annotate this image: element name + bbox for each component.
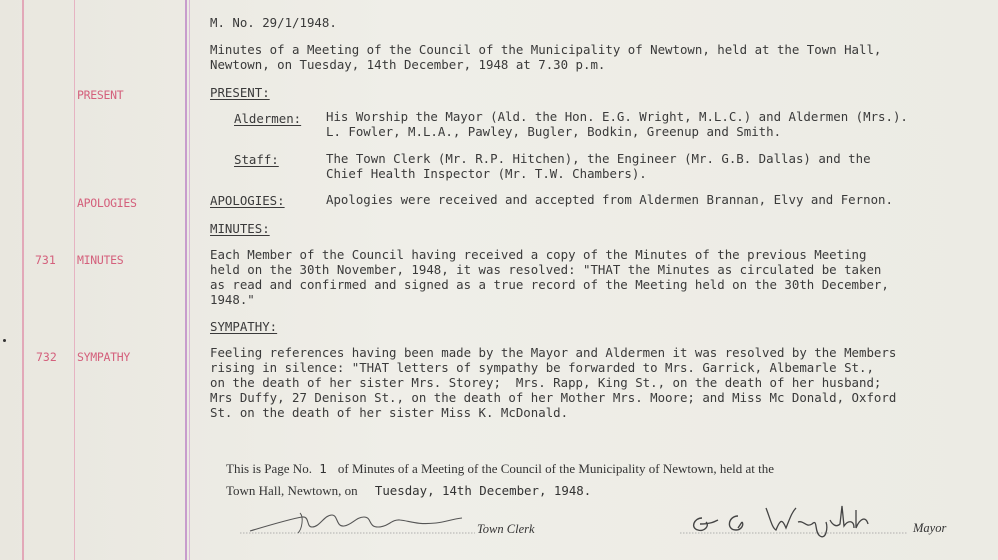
- apologies-heading: APOLOGIES:: [210, 193, 285, 208]
- minutes-heading: MINUTES:: [210, 221, 270, 236]
- sympathy-line-5: St. on the death of her sister Miss K. McDonald.: [210, 405, 569, 420]
- minute-number-732: 732: [36, 350, 57, 364]
- intro-line-2: Newtown, on Tuesday, 14th December, 1948 at 7.30 p.m.: [210, 57, 606, 72]
- staff-label: Staff:: [234, 152, 279, 167]
- sympathy-heading: SYMPATHY:: [210, 319, 278, 334]
- apologies-text: Apologies were received and accepted from Aldermen Brannan, Elvy and Fernon.: [326, 192, 893, 207]
- margin-rule-outer: [22, 0, 24, 560]
- staff-line-2: Chief Health Inspector (Mr. T.W. Chambers).: [326, 166, 647, 181]
- mayor-signature: [680, 498, 920, 550]
- footer-post-page: of Minutes of a Meeting of the Council of the Municipality of Newtown, held at the: [337, 461, 775, 476]
- footer-line-2: [226, 483, 591, 499]
- footer-pre-page: This is Page No.: [226, 461, 312, 476]
- sympathy-line-2: rising in silence: "THAT letters of sympathy be forwarded to Mrs. Garrick, Albemarle St.,: [210, 360, 874, 375]
- minutes-line-4: 1948.": [210, 292, 255, 307]
- punch-mark: [3, 339, 6, 342]
- minutes-line-1: Each Member of the Council having received a copy of the Minutes of the previous Meeting: [210, 247, 867, 262]
- present-heading: PRESENT:: [210, 85, 270, 100]
- minute-reference: M. No. 29/1/1948.: [210, 15, 337, 30]
- staff-line-1: The Town Clerk (Mr. R.P. Hitchen), the Engineer (Mr. G.B. Dallas) and the: [326, 151, 871, 166]
- footer-date: Tuesday, 14th December, 1948.: [374, 483, 592, 498]
- footer-line-1: [226, 461, 774, 477]
- margin-rule-number: [74, 0, 75, 560]
- sympathy-line-1: Feeling references having been made by the Mayor and Aldermen it was resolved by the Members: [210, 345, 897, 360]
- town-clerk-label: Town Clerk: [477, 522, 535, 536]
- sympathy-line-4: Mrs Duffy, 27 Denison St., on the death of her Mother Mrs. Moore; and Miss Mc Donald, Oxford: [210, 390, 897, 405]
- minutes-line-2: held on the 30th November, 1948, it was resolved: "THAT the Minutes as circulated be taken: [210, 262, 882, 277]
- margin-rule-main: [185, 0, 187, 560]
- sympathy-line-3: on the death of her sister Mrs. Storey; Mrs. Rapp, King St., on the death of her husband;: [210, 375, 882, 390]
- intro-line-1: Minutes of a Meeting of the Council of the Municipality of Newtown, held at the Town Hall,: [210, 42, 882, 57]
- footer-line2-pre: Town Hall, Newtown, on: [226, 483, 358, 498]
- aldermen-line-2: L. Fowler, M.L.A., Pawley, Bugler, Bodkin, Greenup and Smith.: [326, 124, 782, 139]
- minutes-line-3: as read and confirmed and signed as a true record of the Meeting held on the 30th December,: [210, 277, 889, 292]
- mayor-label: Mayor: [913, 521, 947, 535]
- town-clerk-signature: [240, 505, 490, 545]
- margin-rule-main-inner: [189, 0, 190, 560]
- aldermen-line-1: His Worship the Mayor (Ald. the Hon. E.G. Wright, M.L.C.) and Aldermen (Mrs.).: [326, 109, 908, 124]
- margin-apologies: APOLOGIES: [77, 196, 137, 210]
- footer-page-number: 1: [319, 461, 327, 476]
- margin-minutes: MINUTES: [77, 253, 124, 267]
- margin-present: PRESENT: [77, 88, 124, 102]
- minute-number-731: 731: [35, 253, 56, 267]
- aldermen-label: Aldermen:: [234, 111, 302, 126]
- margin-sympathy: SYMPATHY: [77, 350, 130, 364]
